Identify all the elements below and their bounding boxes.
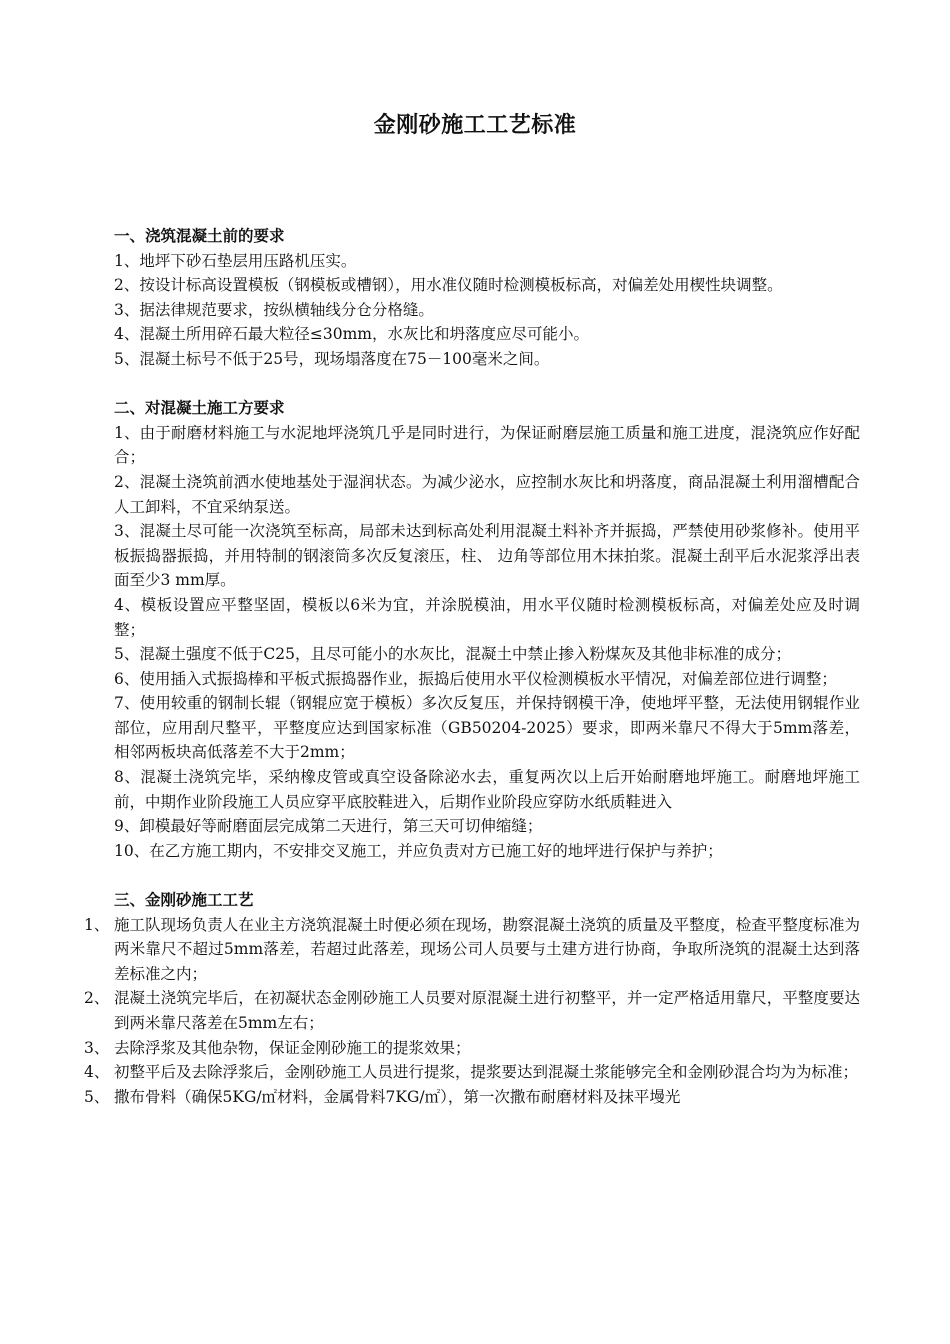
list-number: 1、	[84, 915, 110, 934]
section2-item-6: 6、使用插入式振捣棒和平板式振捣器作业，振捣后使用水平仪检测模板水平情况，对偏差部位进行调整；	[114, 669, 837, 688]
section2-item-4: 4、模板设置应平整坚固，模板以6米为宜，并涂脱模油，用水平仪随时检测模板标高，对偏差处应及时调整；	[114, 595, 860, 639]
section2-heading: 二、对混凝土施工方要求	[114, 399, 285, 418]
section1-item-2: 2、按设计标高设置模板（钢模板或槽钢），用水准仪随时检测模板标高，对偏差处用楔性块调整。	[114, 276, 783, 295]
document-title: 金刚砂施工工艺标准	[373, 113, 577, 138]
section-gap	[114, 863, 860, 888]
section2-item-9: 9、卸模最好等耐磨面层完成第二天进行，第三天可切伸缩缝；	[114, 817, 543, 836]
section2-item-2: 2、混凝土浇筑前洒水使地基处于湿润状态。为减少泌水，应控制水灰比和坍落度，商品混凝土利用溜槽配合人工卸料，不宜采纳泵送。	[114, 472, 860, 516]
section1-heading: 一、浇筑混凝土前的要求	[114, 227, 285, 245]
section1-item-5: 5、混凝土标号不低于25号，现场塌落度在75－100毫米之间。	[114, 349, 550, 368]
section2-item-10: 10、在乙方施工期内，不安排交叉施工，并应负责对方已施工好的地坪进行保护与养护；	[114, 841, 723, 860]
list-text: 混凝土浇筑完毕后，在初凝状态金刚砂施工人员要对原混凝土进行初整平，并一定严格适用靠尺，平整度要达到两米靠尺落差在5mm左右；	[114, 989, 860, 1032]
section2-item-3: 3、混凝土尽可能一次浇筑至标高，局部未达到标高处利用混凝土料补齐并振捣，严禁使用砂浆修补。使用平板振捣器振捣，并用特制的钢滚筒多次反复滚压，柱、 边角等部位用木抹拍浆。混凝土刮平后水泥浆浮出表面至少3 mm厚。	[114, 522, 860, 590]
section3-item-2	[84, 986, 860, 1035]
section3-heading: 三、金刚砂施工工艺	[114, 891, 254, 910]
list-number: 2、	[84, 989, 110, 1008]
section2-item-5: 5、混凝土强度不低于C25，且尽可能小的水灰比，混凝土中禁止掺入粉煤灰及其他非标准的成分；	[114, 645, 791, 664]
section2-item-8: 8、混凝土浇筑完毕，采纳橡皮管或真空设备除泌水去，重复两次以上后开始耐磨地坪施工。耐磨地坪施工前，中期作业阶段施工人员应穿平底胶鞋进入，后期作业阶段应穿防水纸质鞋进入	[114, 768, 860, 811]
section3-item-5	[84, 1085, 860, 1110]
list-number: 4、	[84, 1063, 110, 1082]
list-number: 5、	[84, 1087, 110, 1106]
list-text: 施工队现场负责人在业主方浇筑混凝土时便必须在现场，勘察混凝土浇筑的质量及平整度，检查平整度标准为两米靠尺不超过5mm落差，若超过此落差，现场公司人员要与土建方进行协商，争取所浇筑的混凝土达到落差标准之内；	[114, 915, 860, 983]
section2-item-1: 1、由于耐磨材料施工与水泥地坪浇筑几乎是同时进行，为保证耐磨层施工质量和施工进度，混浇筑应作好配合；	[114, 423, 860, 467]
document-body	[84, 224, 860, 1109]
list-number: 3、	[84, 1038, 110, 1057]
section1-item-4: 4、混凝土所用碎石最大粒径≤30mm，水灰比和坍落度应尽可能小。	[114, 325, 589, 344]
list-text: 初整平后及去除浮浆后，金刚砂施工人员进行提浆，提浆要达到混凝土浆能够完全和金刚砂混合均为为标准；	[114, 1063, 859, 1082]
section3-item-1	[84, 913, 860, 987]
section-gap	[114, 372, 860, 397]
list-text: 撒布骨料（确保5KG/㎡材料，金属骨料7KG/㎡），第一次撒布耐磨材料及抹平墁光	[114, 1087, 681, 1106]
section3-item-3	[84, 1036, 860, 1061]
section1-item-1: 1、地坪下砂石垫层用压路机压实。	[114, 251, 357, 270]
section3-item-4	[84, 1060, 860, 1085]
list-text: 去除浮浆及其他杂物，保证金刚砂施工的提浆效果；	[114, 1038, 471, 1057]
section2-item-7: 7、使用较重的钢制长辊（钢辊应宽于模板）多次反复压，并保持钢模干净，使地坪平整，无法使用钢辊作业部位，应用刮尺整平，平整度应达到国家标准（GB50204-2025）要求，即两米靠尺不得大于5mm落差，相邻两板块高低落差不大于2mm；	[114, 694, 860, 762]
section1-item-3: 3、据法律规范要求，按纵横轴线分仓分格缝。	[114, 300, 434, 319]
